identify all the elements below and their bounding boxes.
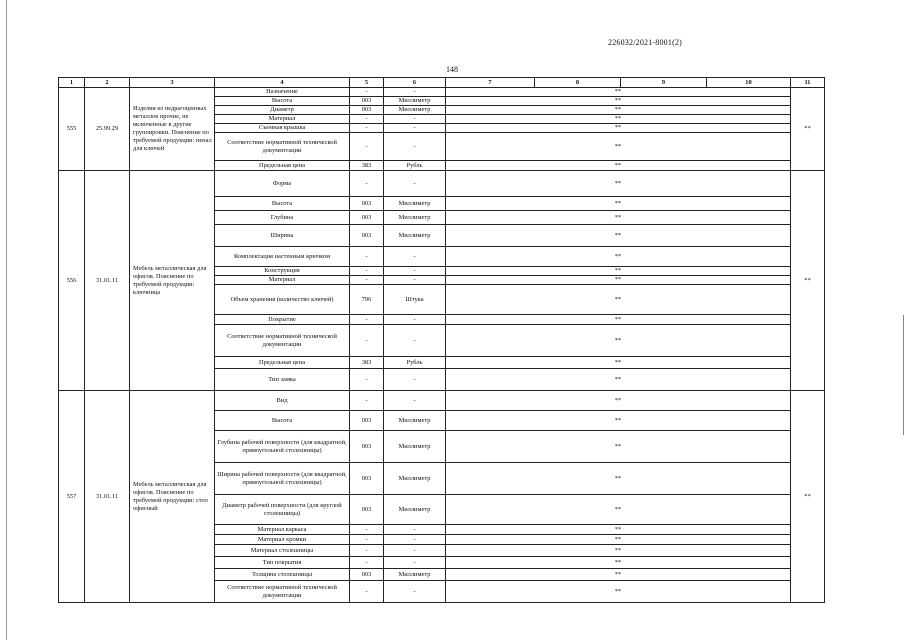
- characteristic-name: Толщина столешницы: [215, 569, 350, 581]
- value-cell: **: [446, 545, 791, 557]
- characteristic-name: Комплектация настенным крючком: [215, 247, 350, 267]
- header-cell: 6: [384, 78, 446, 88]
- unit-name: -: [384, 247, 446, 267]
- scan-edge-line-right: [903, 315, 904, 435]
- unit-name: -: [384, 391, 446, 411]
- okei-code: -: [350, 247, 384, 267]
- okei-code: 003: [350, 106, 384, 115]
- value-cell: **: [446, 115, 791, 124]
- okei-code: -: [350, 557, 384, 569]
- okei-code: 003: [350, 411, 384, 431]
- header-cell: 10: [707, 78, 791, 88]
- specification-table: [58, 77, 825, 603]
- characteristic-name: Ширина: [215, 225, 350, 247]
- okei-code: -: [350, 115, 384, 124]
- note-cell: **: [791, 391, 825, 603]
- value-cell: **: [446, 535, 791, 545]
- value-cell: **: [446, 557, 791, 569]
- unit-name: -: [384, 88, 446, 97]
- unit-name: Рубль: [384, 357, 446, 369]
- unit-name: Миллиметр: [384, 197, 446, 211]
- header-cell: 4: [215, 78, 350, 88]
- okei-code: 003: [350, 463, 384, 495]
- scan-edge-line: [6, 0, 7, 640]
- unit-name: -: [384, 276, 446, 285]
- okei-code: 003: [350, 495, 384, 525]
- unit-name: -: [384, 171, 446, 197]
- characteristic-name: Высота: [215, 411, 350, 431]
- header-cell: 7: [446, 78, 535, 88]
- table-body: [59, 78, 825, 603]
- value-cell: **: [446, 581, 791, 603]
- okei-code: -: [350, 525, 384, 535]
- unit-name: -: [384, 369, 446, 391]
- table-header-row: [59, 78, 825, 88]
- characteristic-name: Материал каркаса: [215, 525, 350, 535]
- okei-code: -: [350, 267, 384, 276]
- okei-code: -: [350, 276, 384, 285]
- unit-name: -: [384, 115, 446, 124]
- value-cell: **: [446, 225, 791, 247]
- header-cell: 9: [621, 78, 707, 88]
- product-name: Мебель металлическая для офисов. Пояснение по требуемой продукции: ключница: [130, 171, 215, 391]
- value-cell: **: [446, 315, 791, 325]
- product-name: Мебель металлическая для офисов. Пояснение по требуемой продукции: стол офисный: [130, 391, 215, 603]
- item-number: 555: [59, 88, 85, 171]
- unit-name: -: [384, 545, 446, 557]
- unit-name: Миллиметр: [384, 225, 446, 247]
- value-cell: **: [446, 391, 791, 411]
- unit-name: Миллиметр: [384, 569, 446, 581]
- value-cell: **: [446, 525, 791, 535]
- value-cell: **: [446, 197, 791, 211]
- value-cell: **: [446, 106, 791, 115]
- unit-name: Миллиметр: [384, 97, 446, 106]
- characteristic-name: Конструкция: [215, 267, 350, 276]
- value-cell: **: [446, 161, 791, 171]
- document-number: 226032/2021-8001(2): [608, 38, 683, 47]
- value-cell: **: [446, 267, 791, 276]
- unit-name: -: [384, 267, 446, 276]
- characteristic-name: Предельная цена: [215, 357, 350, 369]
- value-cell: **: [446, 247, 791, 267]
- item-number: 556: [59, 171, 85, 391]
- okei-code: -: [350, 171, 384, 197]
- unit-name: Миллиметр: [384, 463, 446, 495]
- okei-code: 383: [350, 357, 384, 369]
- value-cell: **: [446, 325, 791, 357]
- table-row: [59, 171, 825, 197]
- characteristic-name: Соответствие нормативной технической документации: [215, 133, 350, 161]
- okei-code: -: [350, 545, 384, 557]
- value-cell: **: [446, 357, 791, 369]
- value-cell: **: [446, 411, 791, 431]
- header-cell: 1: [59, 78, 85, 88]
- unit-name: Миллиметр: [384, 495, 446, 525]
- value-cell: **: [446, 285, 791, 315]
- header-cell: 11: [791, 78, 825, 88]
- okei-code: -: [350, 369, 384, 391]
- characteristic-name: Назначение: [215, 88, 350, 97]
- okei-code: -: [350, 124, 384, 133]
- characteristic-name: Объем хранения (количество ключей): [215, 285, 350, 315]
- value-cell: **: [446, 211, 791, 225]
- table-row: [59, 88, 825, 97]
- okei-code: 003: [350, 225, 384, 247]
- unit-name: -: [384, 535, 446, 545]
- okei-code: 003: [350, 211, 384, 225]
- characteristic-name: Материал столешницы: [215, 545, 350, 557]
- okei-code: 003: [350, 197, 384, 211]
- value-cell: **: [446, 97, 791, 106]
- characteristic-name: Материал: [215, 115, 350, 124]
- value-cell: **: [446, 276, 791, 285]
- characteristic-name: Тип покрытия: [215, 557, 350, 569]
- characteristic-name: Высота: [215, 197, 350, 211]
- value-cell: **: [446, 171, 791, 197]
- header-cell: 8: [535, 78, 621, 88]
- characteristic-name: Диаметр рабочей поверхности (для круглой столешницы): [215, 495, 350, 525]
- characteristic-name: Материал кромки: [215, 535, 350, 545]
- unit-name: -: [384, 124, 446, 133]
- okei-code: 003: [350, 97, 384, 106]
- unit-name: Штука: [384, 285, 446, 315]
- okei-code: -: [350, 325, 384, 357]
- okpd-code: 25.99.29: [85, 88, 130, 171]
- characteristic-name: Высота: [215, 97, 350, 106]
- okei-code: 003: [350, 431, 384, 463]
- unit-name: -: [384, 133, 446, 161]
- header-cell: 5: [350, 78, 384, 88]
- okpd-code: 31.01.11: [85, 391, 130, 603]
- table-row: [59, 391, 825, 411]
- okei-code: -: [350, 535, 384, 545]
- characteristic-name: Покрытие: [215, 315, 350, 325]
- unit-name: -: [384, 581, 446, 603]
- unit-name: -: [384, 557, 446, 569]
- unit-name: Миллиметр: [384, 411, 446, 431]
- okei-code: 003: [350, 569, 384, 581]
- value-cell: **: [446, 495, 791, 525]
- header-cell: 2: [85, 78, 130, 88]
- value-cell: **: [446, 124, 791, 133]
- value-cell: **: [446, 369, 791, 391]
- unit-name: Рубль: [384, 161, 446, 171]
- value-cell: **: [446, 463, 791, 495]
- unit-name: Миллиметр: [384, 431, 446, 463]
- characteristic-name: Форма: [215, 171, 350, 197]
- okei-code: -: [350, 88, 384, 97]
- characteristic-name: Ширина рабочей поверхности (для квадратной, прямоугольной столешницы): [215, 463, 350, 495]
- characteristic-name: Съемная крышка: [215, 124, 350, 133]
- value-cell: **: [446, 431, 791, 463]
- unit-name: Миллиметр: [384, 211, 446, 225]
- value-cell: **: [446, 569, 791, 581]
- unit-name: -: [384, 315, 446, 325]
- okei-code: 796: [350, 285, 384, 315]
- item-number: 557: [59, 391, 85, 603]
- characteristic-name: Диаметр: [215, 106, 350, 115]
- page-number: 148: [446, 65, 458, 74]
- unit-name: -: [384, 525, 446, 535]
- okei-code: -: [350, 391, 384, 411]
- characteristic-name: Тип замка: [215, 369, 350, 391]
- okpd-code: 31.01.11: [85, 171, 130, 391]
- characteristic-name: Материал: [215, 276, 350, 285]
- characteristic-name: Глубина: [215, 211, 350, 225]
- value-cell: **: [446, 88, 791, 97]
- okei-code: -: [350, 581, 384, 603]
- characteristic-name: Соответствие нормативной технической документации: [215, 325, 350, 357]
- unit-name: -: [384, 325, 446, 357]
- characteristic-name: Глубина рабочей поверхности (для квадратной, прямоугольной столешницы): [215, 431, 350, 463]
- characteristic-name: Соответствие нормативной технической документации: [215, 581, 350, 603]
- characteristic-name: Предельная цена: [215, 161, 350, 171]
- note-cell: **: [791, 171, 825, 391]
- okei-code: 383: [350, 161, 384, 171]
- header-cell: 3: [130, 78, 215, 88]
- unit-name: Миллиметр: [384, 106, 446, 115]
- characteristic-name: Вид: [215, 391, 350, 411]
- product-name: Изделия из недрагоценных металлов прочие, не включенные в другие группировки. Пояснение по требуемой продукции: пенал для ключей: [130, 88, 215, 171]
- okei-code: -: [350, 315, 384, 325]
- okei-code: -: [350, 133, 384, 161]
- value-cell: **: [446, 133, 791, 161]
- note-cell: **: [791, 88, 825, 171]
